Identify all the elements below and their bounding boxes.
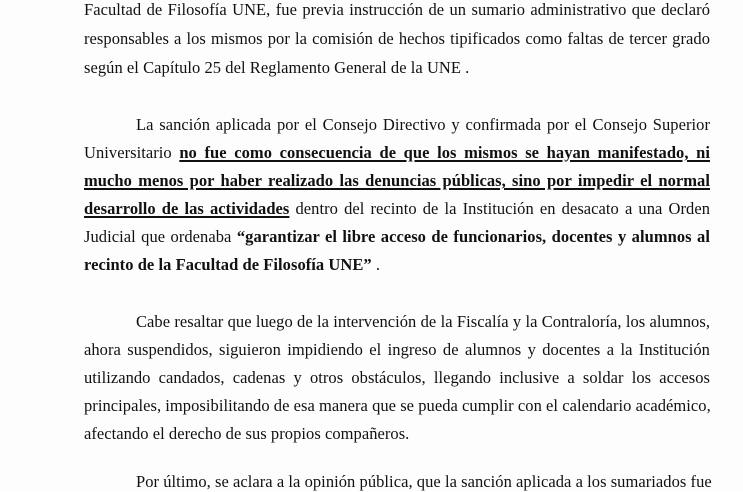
paragraph-1-line-2: responsables a los mismos por la comisión de hechos tipificados como faltas de tercer grado [84, 29, 710, 48]
paragraph-2-line-6-bold: recinto de la Facultad de Filosofía UNE” [84, 255, 372, 274]
paragraph-2-line-5-bold: “garantizar el libre acceso de funcionarios, docentes y alumnos al [236, 227, 710, 246]
paragraph-3-line-5: afectando el derecho de sus propios compañeros. [84, 424, 410, 443]
paragraph-2-line-4 [84, 199, 710, 219]
paragraph-2-line-6-plain: . [371, 255, 381, 274]
paragraph-2-line-1: La sanción aplicada por el Consejo Directivo y confirmada por el Consejo Superior [136, 115, 710, 134]
paragraph-2-line-2-plain: Universitario [84, 143, 180, 162]
paragraph-2-line-5-plain: Judicial que ordenaba [84, 227, 237, 246]
paragraph-2-line-5 [84, 227, 710, 247]
paragraph-3-line-2: ahora suspendidos, siguieron impidiendo el ingreso de alumnos y docentes a la Institución [84, 340, 710, 359]
paragraph-2-line-3: mucho menos por haber realizado las denuncias públicas, sino por impedir el normal [84, 171, 710, 190]
paragraph-1-line-3: según el Capítulo 25 del Reglamento General de la UNE . [84, 58, 470, 77]
paragraph-1-line-1: Facultad de Filosofía UNE, fue previa instrucción de un sumario administrativo que declaró [84, 0, 710, 19]
paragraph-2-line-4-bold: desarrollo de las actividades [84, 199, 290, 218]
paragraph-2-line-2 [84, 143, 710, 163]
paragraph-2-line-2-bold: no fue como consecuencia de que los mismos se hayan manifestado, ni [179, 143, 710, 162]
paragraph-3-line-3: utilizando candados, cadenas y otros obstáculos, llegando inclusive a soldar los accesos [84, 368, 710, 387]
paragraph-2-line-4-plain: dentro del recinto de la Institución en desacato a una Orden [289, 199, 711, 218]
paragraph-4-line-1: Por último, se aclara a la opinión pública, que la sanción aplicada a los sumariados fue [136, 472, 712, 491]
paragraph-3-line-4: principales, imposibilitando de esa manera que se pueda cumplir con el calendario académico, [84, 396, 711, 415]
paragraph-2-line-6 [84, 255, 380, 275]
paragraph-3-line-1: Cabe resaltar que luego de la intervención de la Fiscalía y la Contraloría, los alumnos, [136, 312, 710, 331]
